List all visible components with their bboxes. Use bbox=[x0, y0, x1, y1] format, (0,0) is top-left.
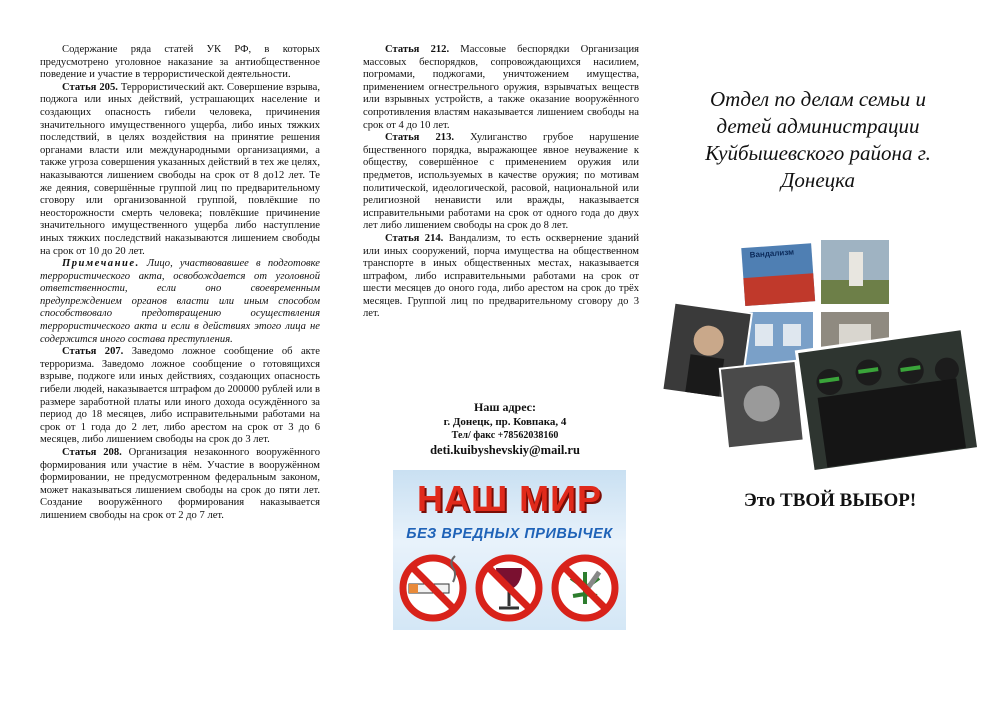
no-alcohol-icon bbox=[479, 558, 539, 618]
article-207-text: Заведомо ложное сообщение об акте терроризма. Заведомо ложное сообщение о готовящихся взрыве, поджоге или иных действиях, создающих опасность гибели людей, наказывается штрафом до 200000 рублей или в размере заработной платы или иного дохода осуждённого за период до 18 месяцев, либо исправительными работами на срок от 1 года до 2 лет, либо арестом на срок от 3 до 6 месяцев, либо лишением свободы на срок до 3 лет. bbox=[40, 346, 320, 446]
address-heading: Наш адрес: bbox=[473, 400, 536, 414]
article-214-title: Статья 214. bbox=[385, 232, 444, 244]
no-bad-habits-banner bbox=[393, 470, 626, 630]
criminal-code-column-1 bbox=[40, 44, 320, 523]
article-208 bbox=[40, 447, 320, 523]
article-214 bbox=[363, 233, 639, 321]
prohibition-icons bbox=[393, 548, 626, 630]
article-213-title: Статья 213. bbox=[385, 132, 455, 144]
article-207 bbox=[40, 346, 320, 447]
photo-graffiti-wall bbox=[739, 239, 817, 308]
article-212-text: Массовые беспорядки Организация массовых беспорядков, сопровождающихся насилием, погромами, поджогами, уничтожением имущества, применением огнестрельного оружия, взрывчатых веществ или взрывных устройств, а также оказание вооружённого сопротивления властям наказывается лишением свободы на срок от 4 до 10 лет. bbox=[363, 44, 639, 131]
no-drugs-icon bbox=[555, 558, 615, 618]
phone-fax: Тел/ факс +78562038160 bbox=[451, 430, 559, 441]
vandalism-photo-collage bbox=[663, 232, 981, 472]
note-text: Лицо, участвовавшее в подготовке террористического акта, освобождается от уголовной ответственности, если оно своевременным предупреждением органов власти или иным способом способствовало предотвращению осуществления террористического акта и если в действиях этого лица не содержится иного состава преступления. bbox=[40, 258, 320, 345]
note-label: Примечание. bbox=[62, 258, 140, 270]
article-214-text: Вандализм, то есть осквернение зданий или иных сооружений, порча имущества на общественном транспорте в иных общественных местах, наказывается штрафом, либо исправительными работами на срок от шести месяцев до оного года, либо арестом на срок до трёх месяцев. Группой лиц по предварительному сговору до 3 лет. bbox=[363, 232, 639, 320]
collage-label: Вандализм bbox=[749, 247, 795, 260]
article-207-title: Статья 207. bbox=[62, 346, 124, 358]
banner-title: НАШ МИР bbox=[416, 478, 603, 519]
no-smoking-icon bbox=[403, 556, 463, 618]
article-205 bbox=[40, 82, 320, 258]
article-208-title: Статья 208. bbox=[62, 447, 122, 458]
banner-subtitle: БЕЗ ВРЕДНЫХ ПРИВЫЧЕК bbox=[406, 526, 613, 542]
your-choice-slogan: Это ТВОЙ ВЫБОР! bbox=[743, 490, 917, 511]
intro-paragraph: Содержание ряда статей УК РФ, в которых предусмотрено уголовное наказание за антиобщественное поведение и участие в террористической деятельности. bbox=[40, 44, 320, 81]
contact-address-block bbox=[405, 399, 605, 459]
article-213 bbox=[363, 132, 639, 233]
photo-emblem bbox=[719, 360, 805, 450]
photo-armed-militants bbox=[795, 327, 981, 472]
article-212-title: Статья 212. bbox=[385, 44, 450, 55]
department-title: Отдел по делам семьи и детей администрации Куйбышевского района г. Донецка bbox=[705, 87, 931, 192]
article-205-title: Статья 205. bbox=[62, 81, 118, 93]
note-paragraph bbox=[40, 258, 320, 346]
article-213-text: Хулиганство грубое нарушение бщественного порядка, выражающее явное неуважение к обществу, совершённое с применением оружия или предметов, используемых в качестве оружия; по мотивам политической, идеологической, расовой, национальной или религиозной ненависти или вражды, наказывается исправительными работами на срок от одного года до двух лет либо лишением свободы на срок до 8 лет. bbox=[363, 132, 639, 232]
address-line: г. Донецк, пр. Ковпака, 4 bbox=[443, 416, 567, 428]
article-208-text: Организация незаконного вооружённого формирования или участие в нём. Участие в вооружённом формировании, не предусмотренном федеральным законом, может наказываться лишением свободы на срок до пяти лет. Создание вооружённого формирования наказывается лишением свободы на срок от 2 до 7 лет. bbox=[40, 447, 321, 521]
email-address[interactable]: deti.kuibyshevskiy@mail.ru bbox=[430, 443, 580, 457]
photo-monument-swastika bbox=[819, 238, 891, 306]
article-205-text: Террористический акт. Совершение взрыва, поджога или иных действий, устрашающих население и создающих опасность гибели человека, причинения значительного имущественного ущерба, либо иных тяжких последствий, в целях воздействия на принятие решения органами власти или международными организациями, а также угроза совершения указанных действий в тех же целях, наказываются лишением свободы на срок от 8 до12 лет. Те же деяния, совершённые группой лиц по предварительному сговору или организованной группой, повлёкшие по неосторожности смерть человека; повлёкшие причинение значительного имущественного ущерба либо наступление иных тяжких последствий наказываются лишением свободы на срок от 10 до 20 лет. bbox=[40, 81, 320, 257]
criminal-code-column-2 bbox=[363, 44, 639, 321]
article-212 bbox=[363, 44, 639, 132]
